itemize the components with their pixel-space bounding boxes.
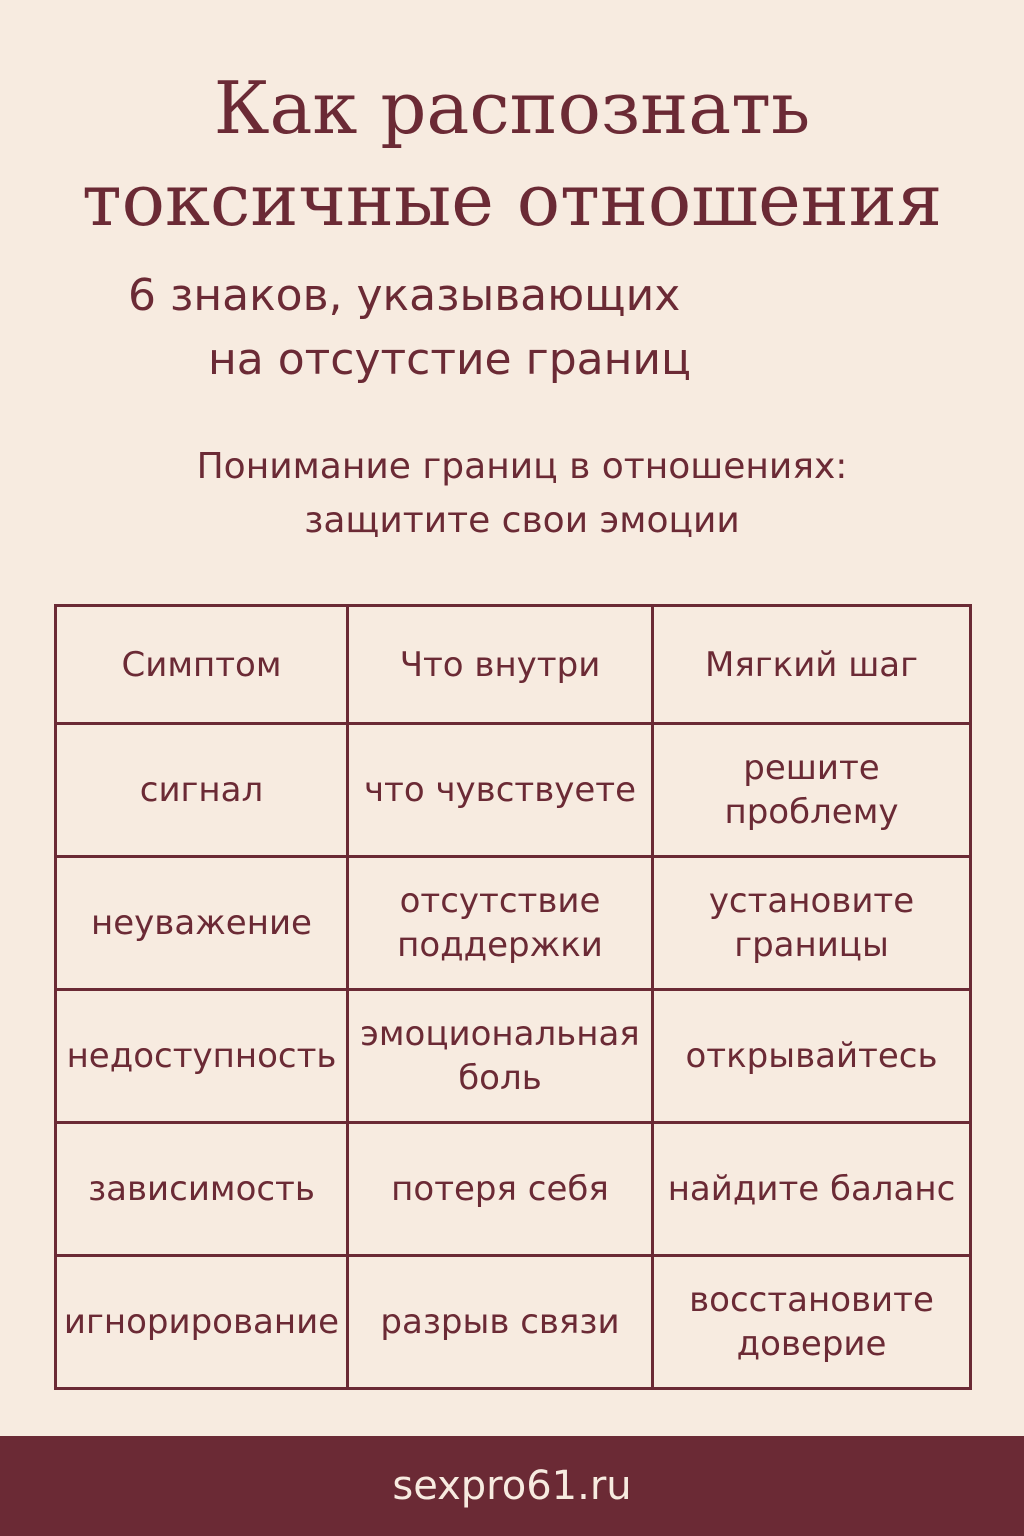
step-cell: найдите баланс [653, 1123, 971, 1256]
signs-table [54, 604, 972, 1390]
inside-cell: отсутствие поддержки [348, 857, 653, 990]
symptom-cell: недоступность [56, 990, 348, 1123]
table-row [56, 1123, 971, 1256]
page-title [0, 62, 1024, 246]
table-row [56, 857, 971, 990]
table-row [56, 724, 971, 857]
subtitle-line-2: на отсутстие границ [208, 334, 691, 385]
step-cell: открывайтесь [653, 990, 971, 1123]
title-line-1: Как распознать [213, 66, 811, 150]
table-header-row [56, 606, 971, 724]
header-inside: Что внутри [348, 606, 653, 724]
symptom-cell: сигнал [56, 724, 348, 857]
header-symptom: Симптом [56, 606, 348, 724]
inside-cell: разрыв связи [348, 1256, 653, 1389]
header-soft-step: Мягкий шаг [653, 606, 971, 724]
step-cell: восстановите доверие [653, 1256, 971, 1389]
table-row [56, 1256, 971, 1389]
intro-text [0, 440, 1024, 548]
symptom-cell: игнорирование [56, 1256, 348, 1389]
subtitle-line-1: 6 знаков, указывающих [128, 270, 681, 321]
intro-line-1: Понимание границ в отношениях: [196, 446, 848, 487]
inside-cell: эмоциональная боль [348, 990, 653, 1123]
inside-cell: потеря себя [348, 1123, 653, 1256]
footer-bar [0, 1436, 1024, 1536]
symptom-cell: неуважение [56, 857, 348, 990]
step-cell: установите границы [653, 857, 971, 990]
inside-cell: что чувствуете [348, 724, 653, 857]
intro-line-2: защитите свои эмоции [304, 500, 740, 541]
title-line-2: токсичные отношения [81, 158, 943, 242]
footer-site-link[interactable]: sexpro61.ru [392, 1463, 632, 1509]
step-cell: решите проблему [653, 724, 971, 857]
table-row [56, 990, 971, 1123]
symptom-cell: зависимость [56, 1123, 348, 1256]
